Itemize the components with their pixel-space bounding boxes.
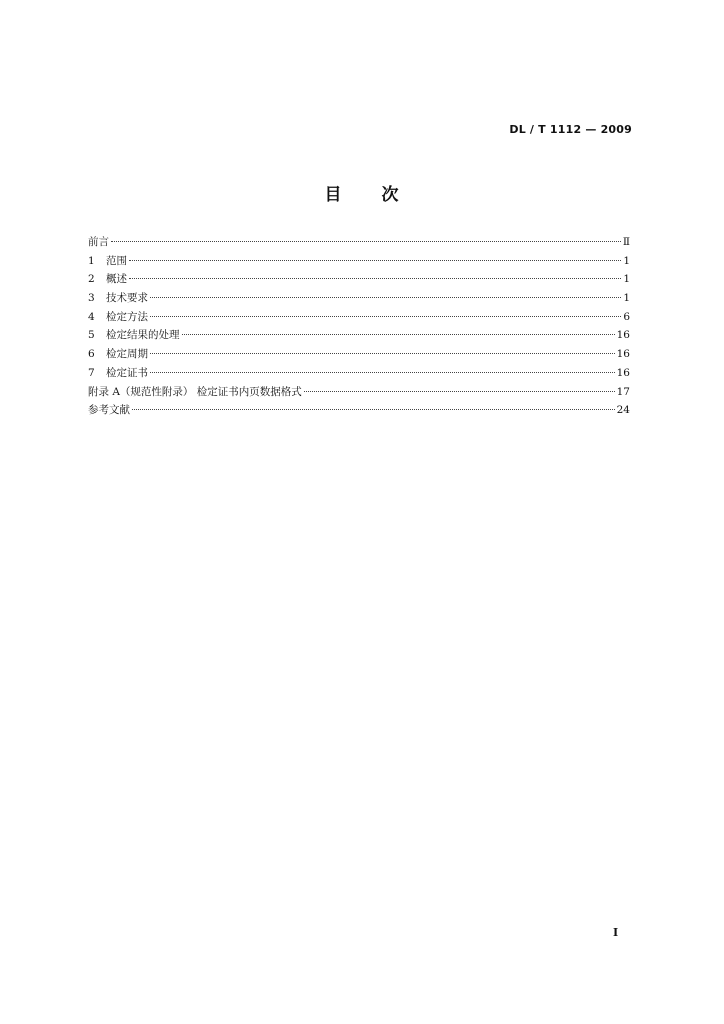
toc-entry-label: 范围 [106, 254, 127, 267]
toc-entry-label: 附录 A（规范性附录） 检定证书内页数据格式 [88, 385, 302, 398]
toc-entry-number: 3 [88, 292, 95, 305]
dot-leader [150, 353, 615, 354]
toc-entry-number: 4 [88, 310, 95, 323]
dot-leader [129, 260, 621, 261]
toc-title: 目 次 [324, 185, 400, 205]
toc-entry-label: 参考文献 [88, 404, 130, 417]
toc-entry-number: 2 [88, 273, 95, 286]
toc-entry-page: 1 [623, 292, 630, 305]
dot-leader [132, 409, 615, 410]
dot-leader [150, 316, 621, 317]
toc-entry-foreword[interactable] [88, 233, 630, 252]
toc-entry-label: 检定证书 [106, 366, 148, 379]
toc-entry-result-processing[interactable] [88, 326, 630, 345]
toc-entry-verification-period[interactable] [88, 345, 630, 364]
table-of-contents [88, 233, 630, 420]
toc-entry-number: 6 [88, 348, 95, 361]
toc-entry-page: 1 [623, 273, 630, 286]
toc-entry-page: 17 [616, 385, 630, 398]
toc-entry-number: 1 [88, 254, 95, 267]
toc-entry-appendix-a[interactable] [88, 383, 630, 402]
standard-code-header: DL / T 1112 — 2009 [509, 123, 632, 136]
toc-entry-label: 检定方法 [106, 310, 148, 323]
toc-entry-label: 检定结果的处理 [106, 329, 180, 342]
toc-entry-page: 16 [616, 366, 630, 379]
toc-entry-label: 前言 [88, 236, 109, 248]
toc-entry-page: 1 [623, 254, 630, 267]
toc-entry-page: 6 [623, 310, 630, 323]
toc-entry-overview[interactable] [88, 270, 630, 289]
toc-entry-references[interactable] [88, 401, 630, 420]
toc-entry-page: 16 [616, 348, 630, 361]
dot-leader [150, 297, 621, 298]
toc-entry-verification-method[interactable] [88, 308, 630, 327]
toc-entry-scope[interactable] [88, 252, 630, 271]
dot-leader [129, 278, 621, 279]
dot-leader [304, 391, 615, 392]
page-number: I [613, 926, 619, 939]
toc-entry-page: 24 [616, 404, 630, 417]
toc-entry-technical-requirements[interactable] [88, 289, 630, 308]
toc-entry-number: 5 [88, 329, 95, 342]
dot-leader [150, 372, 615, 373]
toc-entry-page: 16 [616, 329, 630, 342]
toc-entry-verification-certificate[interactable] [88, 364, 630, 383]
dot-leader [111, 241, 621, 242]
toc-entry-number: 7 [88, 366, 95, 379]
dot-leader [182, 334, 615, 335]
toc-entry-label: 技术要求 [106, 292, 148, 305]
toc-entry-label: 检定周期 [106, 348, 148, 361]
toc-entry-label: 概述 [106, 273, 127, 286]
toc-entry-page: Ⅱ [622, 236, 630, 248]
